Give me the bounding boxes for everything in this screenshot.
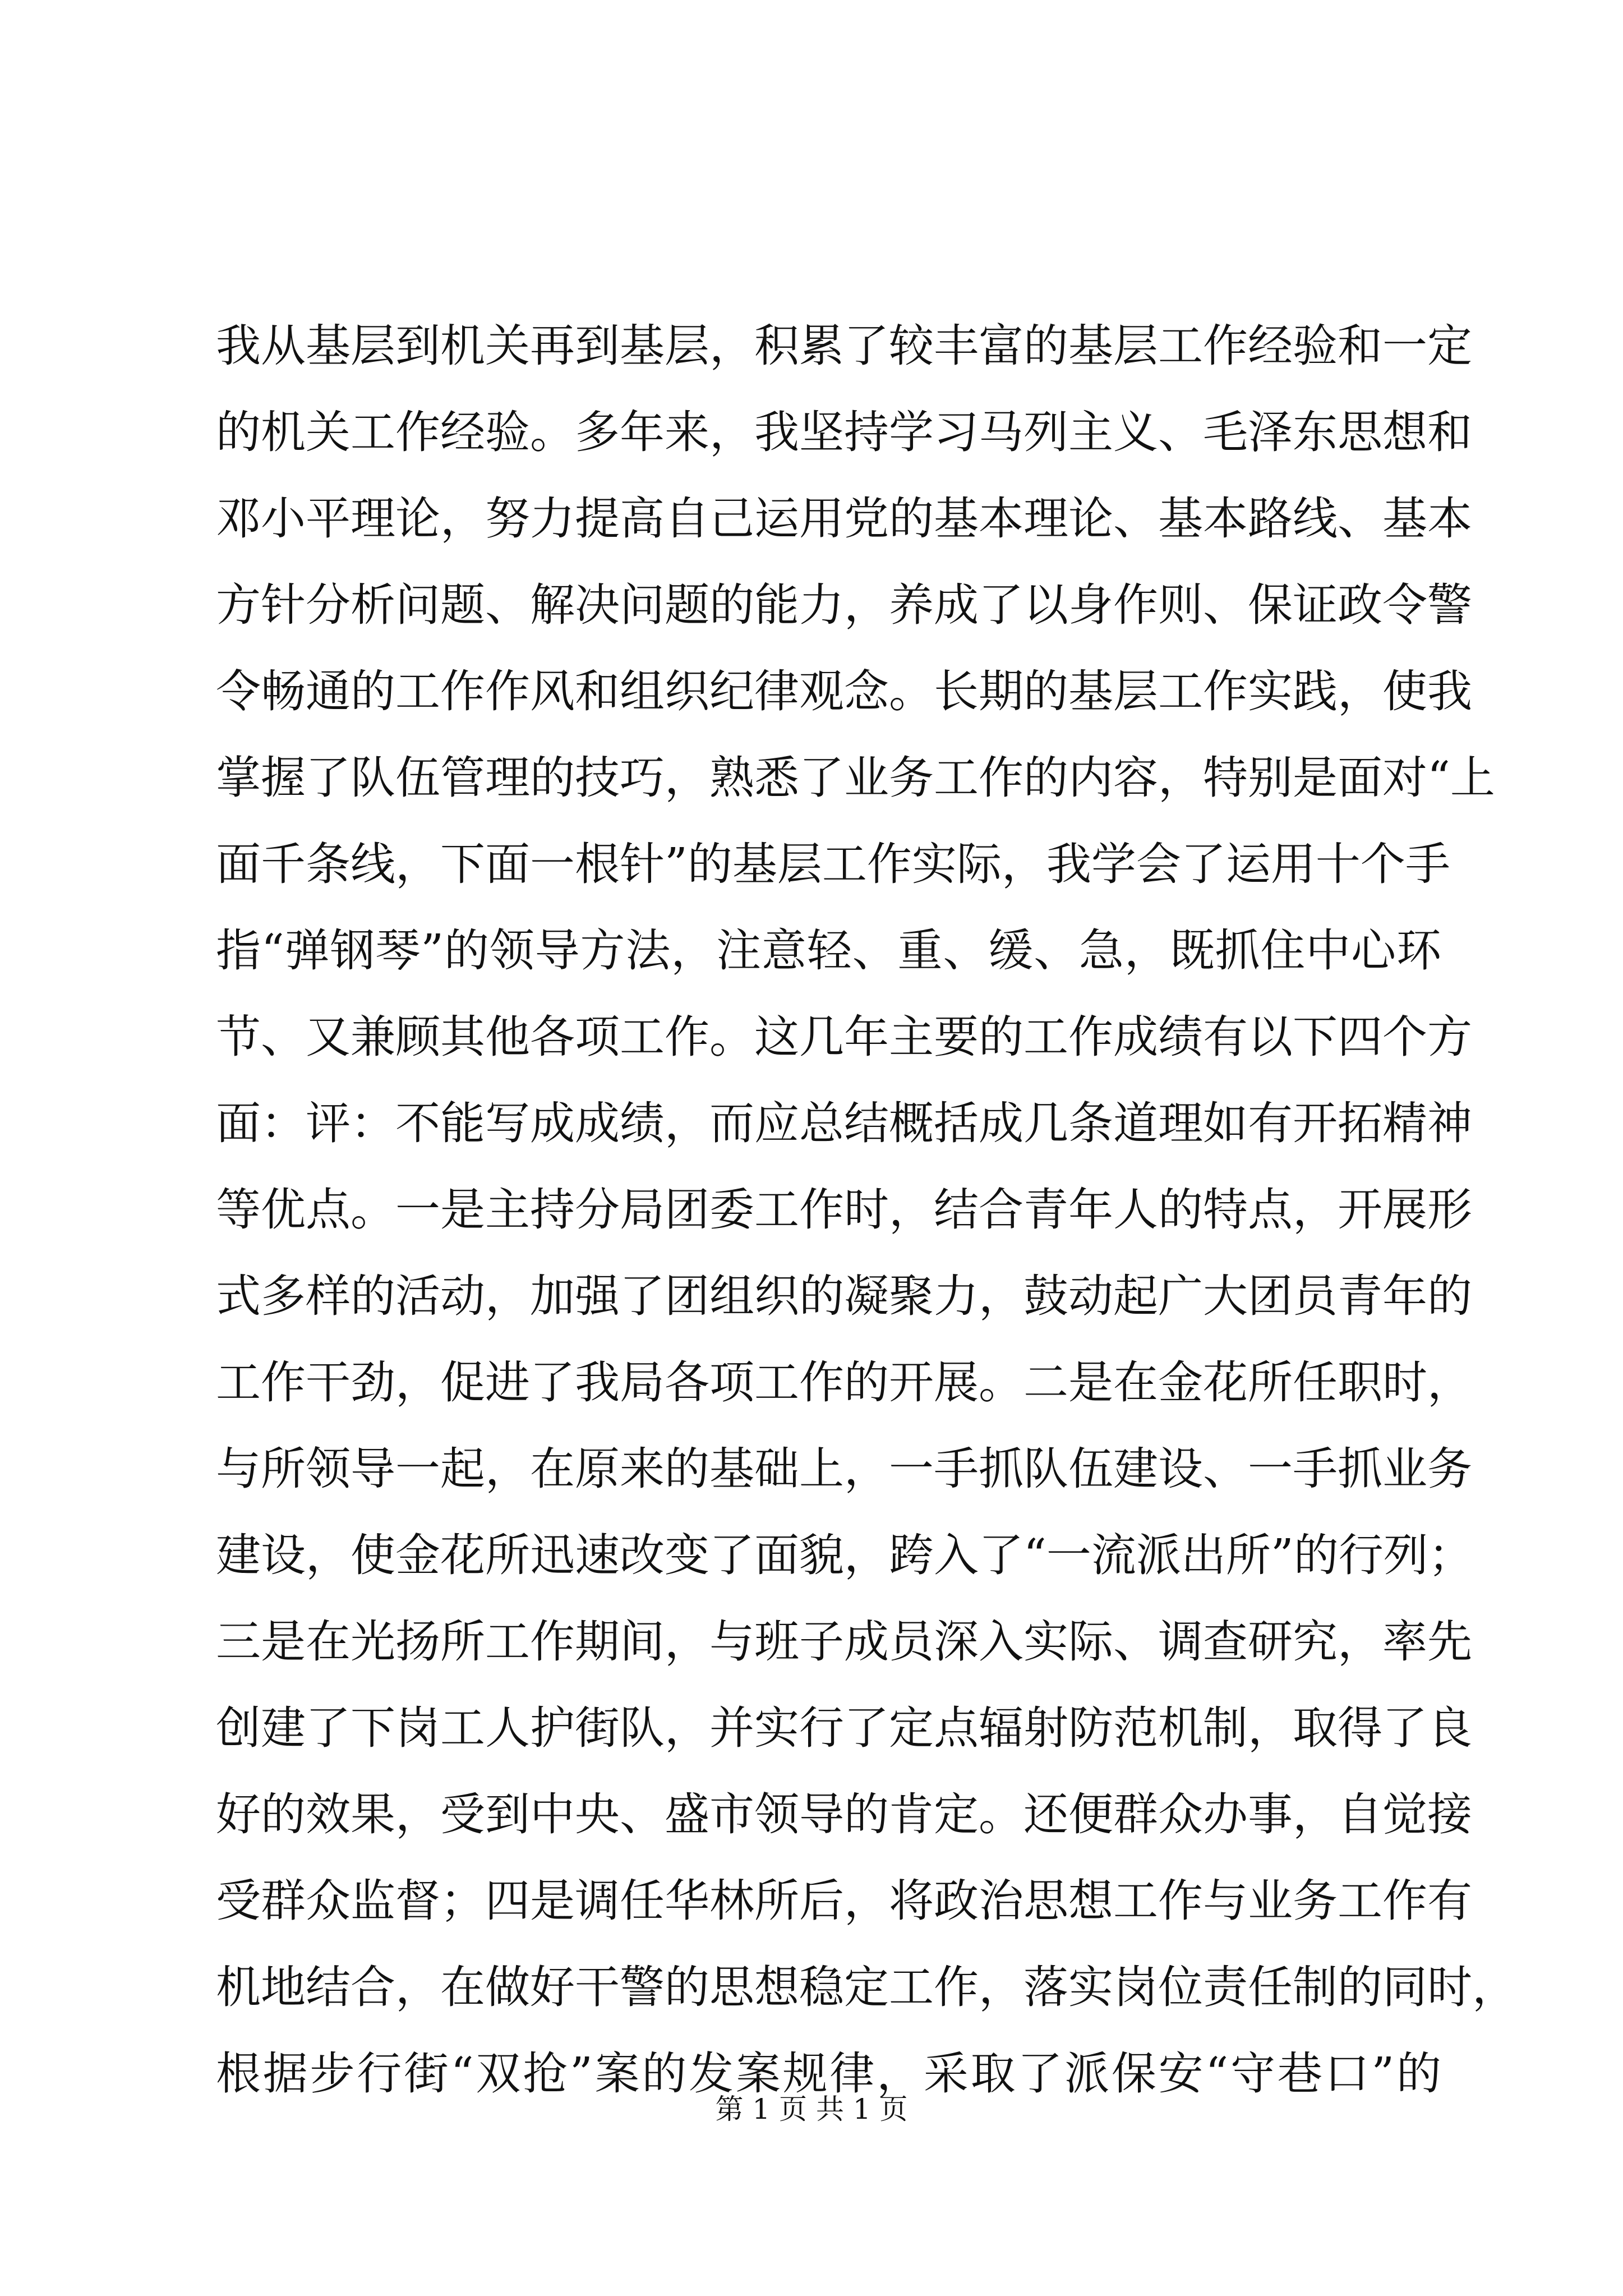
body-text — [216, 303, 1517, 2117]
text-line: 式多样的活动，加强了团组织的凝聚力，鼓动起广大团员青年的 — [216, 1270, 1472, 1322]
text-line: 节、又兼顾其他各项工作。这几年主要的工作成绩有以下四个方 — [216, 1011, 1472, 1063]
text-line: 好的效果，受到中央、盛市领导的肯定。还便群众办事，自觉接 — [216, 1788, 1472, 1841]
page-footer: 第 1 页 共 1 页 — [715, 2093, 908, 2125]
text-line: 方针分析问题、解决问题的能力，养成了以身作则、保证政令警 — [216, 579, 1472, 631]
text-line: 与所领导一起，在原来的基础上，一手抓队伍建设、一手抓业务 — [216, 1443, 1472, 1495]
text-line: 受群众监督；四是调任华林所后，将政治思想工作与业务工作有 — [216, 1875, 1472, 1927]
text-line: 邓小平理论，努力提高自己运用党的基本理论、基本路线、基本 — [216, 493, 1472, 545]
text-line: 面千条线，下面一根针”的基层工作实际，我学会了运用十个手 — [216, 838, 1450, 890]
text-line: 工作干劲，促进了我局各项工作的开展。二是在金花所任职时， — [216, 1356, 1472, 1409]
text-line: 等优点。一是主持分局团委工作时，结合青年人的特点，开展形 — [216, 1184, 1472, 1236]
text-line: 面：评：不能写成成绩，而应总结概括成几条道理如有开拓精神 — [216, 1097, 1472, 1149]
text-line: 掌握了队伍管理的技巧，熟悉了业务工作的内容，特别是面对“上 — [216, 752, 1495, 804]
text-line: 创建了下岗工人护街队，并实行了定点辐射防范机制，取得了良 — [216, 1702, 1472, 1754]
text-line: 三是在光扬所工作期间，与班子成员深入实际、调查研究，率先 — [216, 1616, 1472, 1668]
text-line: 根据步行街“双抢”案的发案规律，采取了派保安“守巷口”的 — [216, 2047, 1441, 2100]
text-line: 指“弹钢琴”的领导方法，注意轻、重、缓、急，既抓住中心环 — [216, 924, 1441, 977]
text-line: 令畅通的工作作风和组织纪律观念。长期的基层工作实践，使我 — [216, 665, 1472, 717]
text-line: 建设，使金花所迅速改变了面貌，跨入了“一流派出所”的行列； — [216, 1529, 1473, 1581]
text-line: 的机关工作经验。多年来，我坚持学习马列主义、毛泽东思想和 — [216, 406, 1472, 458]
text-line: 机地结合，在做好干警的思想稳定工作，落实岗位责任制的同时， — [216, 1961, 1517, 2013]
text-line: 我从基层到机关再到基层，积累了较丰富的基层工作经验和一定 — [216, 320, 1472, 372]
